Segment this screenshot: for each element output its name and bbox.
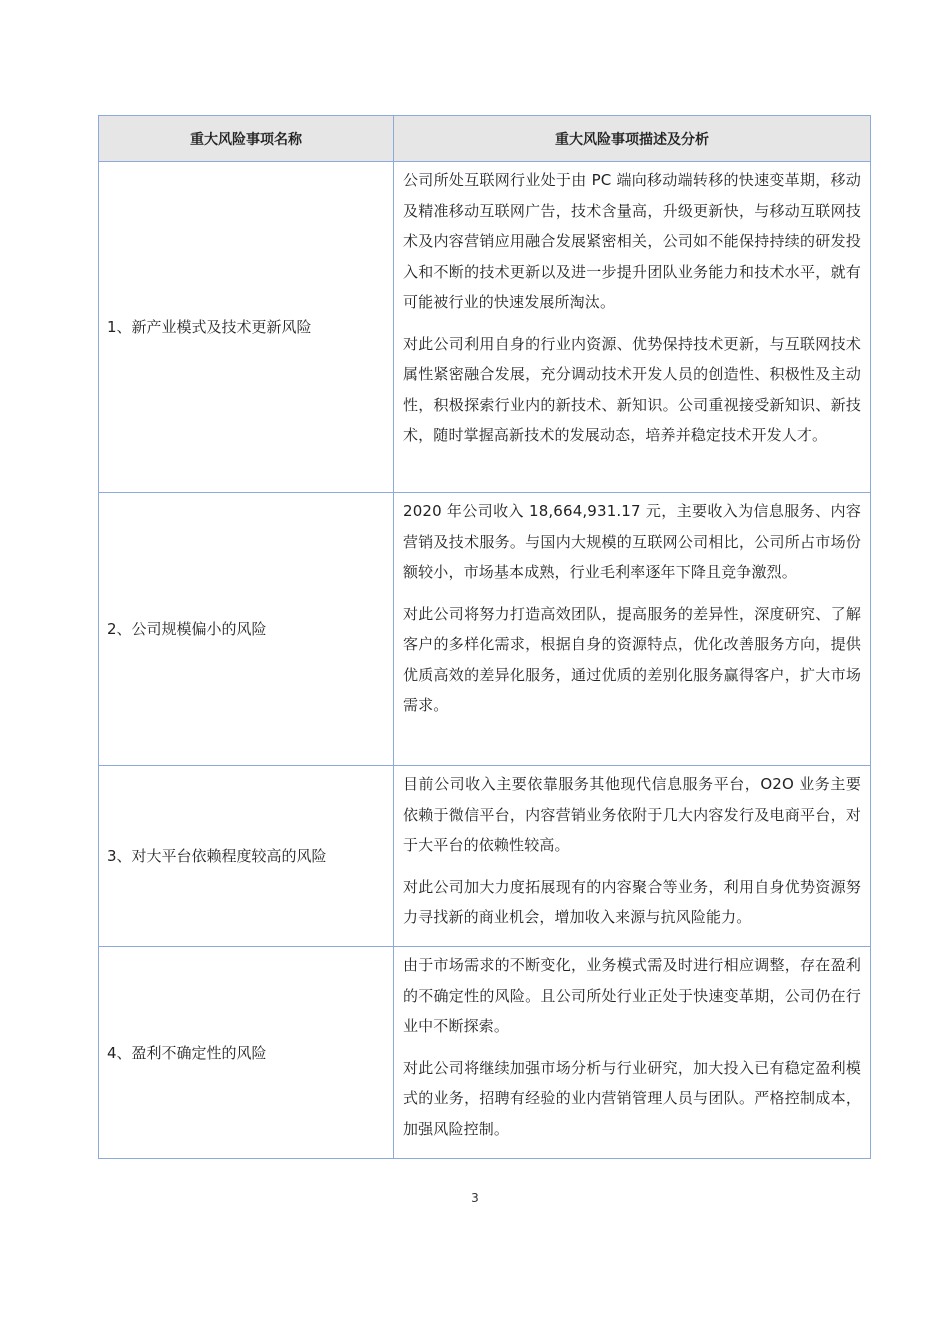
table-header-row <box>99 116 871 162</box>
risk-description-paragraph: 由于市场需求的不断变化，业务模式需及时进行相应调整，存在盈利的不确定性的风险。且公司所处行业正处于快速变革期，公司仍在行业中不断探索。 <box>403 956 861 1035</box>
risk-name-cell: 1、新产业模式及技术更新风险 <box>99 162 394 493</box>
risk-description-paragraph: 2020 年公司收入 18,664,931.17 元，主要收入为信息服务、内容营销及技术服务。与国内大规模的互联网公司相比，公司所占市场份额较小，市场基本成熟，行业毛利率逐年下降且竞争激烈。 <box>403 502 861 581</box>
table-row <box>99 766 871 947</box>
risk-name-cell: 4、盈利不确定性的风险 <box>99 947 394 1159</box>
risk-mitigation-paragraph: 对此公司将努力打造高效团队，提高服务的差异性，深度研究、了解客户的多样化需求，根据自身的资源特点，优化改善服务方向，提供优质高效的差异化服务，通过优质的差别化服务赢得客户，扩大市场需求。 <box>403 604 861 714</box>
risk-description-cell <box>394 493 871 766</box>
header-risk-description: 重大风险事项描述及分析 <box>394 116 871 162</box>
risk-name-cell: 3、对大平台依赖程度较高的风险 <box>99 766 394 947</box>
risk-mitigation-paragraph: 对此公司加大力度拓展现有的内容聚合等业务，利用自身优势资源努力寻找新的商业机会，增加收入来源与抗风险能力。 <box>403 877 861 926</box>
header-risk-name: 重大风险事项名称 <box>99 116 394 162</box>
risk-description-cell <box>394 162 871 493</box>
risk-mitigation-paragraph: 对此公司利用自身的行业内资源、优势保持技术更新，与互联网技术属性紧密融合发展，充分调动技术开发人员的创造性、积极性及主动性，积极探索行业内的新技术、新知识。公司重视接受新知识、新技术，随时掌握高新技术的发展动态，培养并稳定技术开发人才。 <box>403 334 861 444</box>
risk-description-paragraph: 公司所处互联网行业处于由 PC 端向移动端转移的快速变革期，移动及精准移动互联网广告，技术含量高，升级更新快，与移动互联网技术及内容营销应用融合发展紧密相关，公司如不能保持持续的研发投入和不断的技术更新以及进一步提升团队业务能力和技术水平，就有可能被行业的快速发展所淘汰。 <box>403 171 861 311</box>
page-number: 3 <box>471 1191 479 1205</box>
risk-table <box>98 115 871 1159</box>
table-row <box>99 947 871 1159</box>
risk-description-cell <box>394 947 871 1159</box>
risk-description-cell <box>394 766 871 947</box>
table-row <box>99 493 871 766</box>
risk-mitigation-paragraph: 对此公司将继续加强市场分析与行业研究，加大投入已有稳定盈利模式的业务，招聘有经验的业内营销管理人员与团队。严格控制成本，加强风险控制。 <box>403 1058 861 1138</box>
risk-description-paragraph: 目前公司收入主要依靠服务其他现代信息服务平台，O2O 业务主要依赖于微信平台，内容营销业务依附于几大内容发行及电商平台，对于大平台的依赖性较高。 <box>403 775 861 854</box>
risk-name-cell: 2、公司规模偏小的风险 <box>99 493 394 766</box>
table-row <box>99 162 871 493</box>
